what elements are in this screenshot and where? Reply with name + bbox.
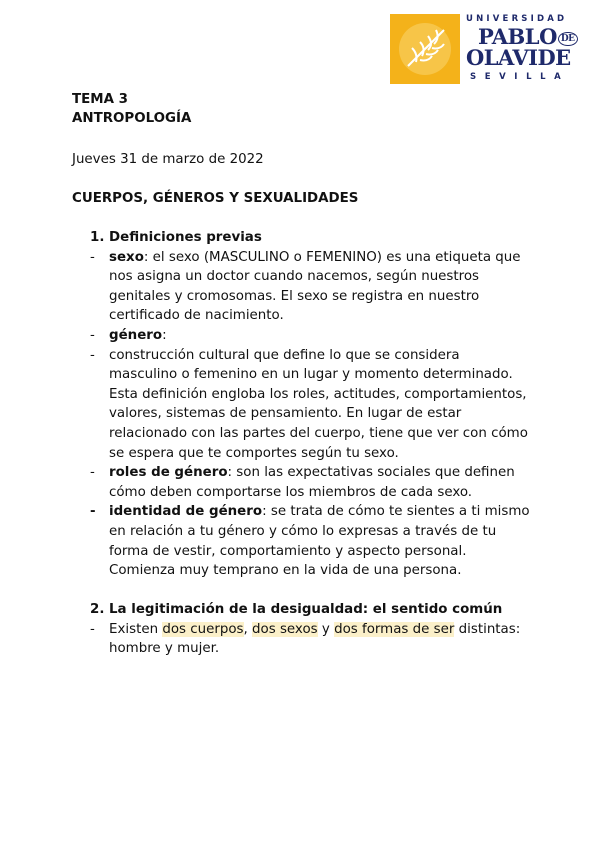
logo-universidad-text: UNIVERSIDAD bbox=[466, 14, 568, 24]
section-1 bbox=[72, 228, 532, 581]
list-item bbox=[72, 346, 532, 464]
list-item bbox=[72, 463, 532, 502]
term: género bbox=[109, 327, 163, 343]
sections-list bbox=[72, 228, 532, 659]
logo-pablo-text: PABLO DE bbox=[478, 24, 578, 49]
term: identidad de género bbox=[109, 504, 263, 520]
definition-text: : son las expectativas sociales que definen cómo deben comportarse los miembros de cada sexo. bbox=[109, 465, 515, 500]
list-item bbox=[72, 620, 532, 659]
logo-de-text: DE bbox=[558, 32, 578, 46]
tema-label: TEMA 3 bbox=[72, 92, 128, 107]
sun-wheat-emblem-icon bbox=[390, 14, 460, 84]
section-heading: La legitimación de la desigualdad: el sentido común bbox=[109, 602, 503, 618]
text-fragment: y bbox=[317, 621, 335, 637]
text-fragment: , bbox=[243, 621, 253, 637]
date-line: Jueves 31 de marzo de 2022 bbox=[72, 152, 264, 167]
section-2 bbox=[72, 600, 532, 659]
list-item bbox=[72, 326, 532, 346]
section-heading: Definiciones previas bbox=[109, 230, 262, 245]
definition-text: : bbox=[162, 327, 167, 343]
text-fragment: distintas: hombre y mujer. bbox=[109, 621, 521, 657]
section-number: 2. bbox=[90, 602, 105, 618]
highlighted-text: dos sexos bbox=[252, 621, 318, 637]
section-number: 1. bbox=[90, 230, 105, 245]
definition-text: : se trata de cómo te sientes a ti mismo en relación a tu género y cómo lo expresas a través de tu forma de vestir, comportamiento y aspecto personal. Comienza muy temprano en la vida de una persona. bbox=[109, 504, 530, 579]
list-item bbox=[72, 502, 532, 580]
term: roles de género bbox=[109, 465, 228, 481]
section-2-list bbox=[72, 620, 532, 659]
logo-sevilla-text: SEVILLA bbox=[470, 72, 570, 82]
subject-label: ANTROPOLOGÍA bbox=[72, 111, 192, 126]
list-item bbox=[72, 248, 532, 326]
term: sexo bbox=[109, 249, 144, 265]
definition-text: construcción cultural que define lo que se considera masculino o femenino en un lugar y momento determinado. Esta definición engloba los roles, actitudes, comportamientos, valores, sistemas de pensamiento. En lugar de estar relacionado con las partes del cuerpo, tiene que ver con cómo se espera que te comportes según tu sexo. bbox=[109, 347, 528, 461]
text-fragment: Existen bbox=[109, 621, 163, 637]
highlighted-text: dos cuerpos bbox=[162, 621, 244, 637]
definitions-list bbox=[72, 248, 532, 581]
highlighted-text: dos formas de ser bbox=[334, 621, 455, 637]
logo-olavide-text: OLAVIDE bbox=[466, 45, 571, 70]
document-title: CUERPOS, GÉNEROS Y SEXUALIDADES bbox=[72, 191, 359, 206]
definition-text: : el sexo (MASCULINO o FEMENINO) es una etiqueta que nos asigna un doctor cuando nacemos, según nuestros genitales y cromosomas. El sexo se registra en nuestro certificado de nacimiento. bbox=[109, 249, 521, 324]
university-logo bbox=[390, 14, 580, 84]
